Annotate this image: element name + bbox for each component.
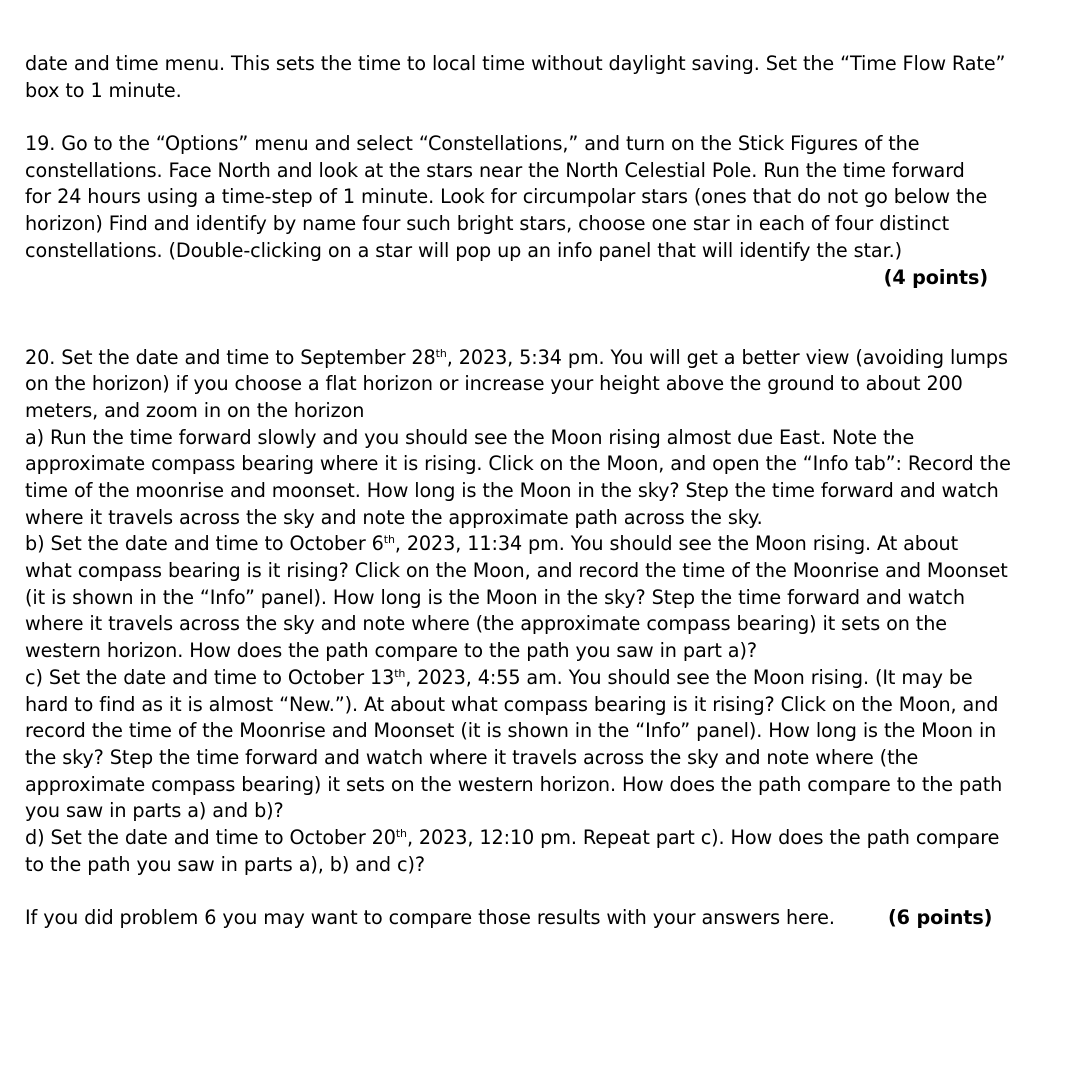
q20-line-2: on the horizon) if you choose a flat horizon or increase your height above the ground to about 200 [25,372,963,396]
q20-closing-line [25,905,1055,932]
document-page [25,51,1055,932]
q19-line: constellations. (Double-clicking on a star will pop up an info panel that will identify the star.) [25,238,902,262]
q20-part-c-start: c) Set the date and time to October 13 [25,665,395,689]
q20-part-d-end: , 2023, 12:10 pm. Repeat part c). How does the path compare [406,825,1000,849]
q20-line-1 [25,345,1055,372]
q20-part-c-line: approximate compass bearing) it sets on the western horizon. How does the path compare to the path [25,772,1003,796]
q19-line: horizon) Find and identify by name four such bright stars, choose one star in each of four distinct [25,212,950,236]
q20-part-d-line: to the path you saw in parts a), b) and c)? [25,852,425,876]
q20-points: (6 points) [888,906,993,930]
q20-line-1-end: , 2023, 5:34 pm. You will get a better view (avoiding lumps [446,345,1008,369]
q20-part-b-start: b) Set the date and time to October 6 [25,532,384,556]
q20-part-c-first-line [25,665,1055,692]
q20-part-d-start: d) Set the date and time to October 20 [25,825,396,849]
q20-part-c-line: hard to find as it is almost “New.”). At about what compass bearing is it rising? Click on the Moon, and [25,692,999,716]
q19-line: constellations. Face North and look at the stars near the North Celestial Pole. Run the time forward [25,158,965,182]
q20-part-b-line: (it is shown in the “Info” panel). How long is the Moon in the sky? Step the time forward and watch [25,585,965,609]
q20-part-a-line: where it travels across the sky and note the approximate path across the sky. [25,505,763,529]
q20-line-3: meters, and zoom in on the horizon [25,398,365,422]
q19-line: for 24 hours using a time-step of 1 minute. Look for circumpolar stars (ones that do not go below the [25,185,988,209]
intro-line-1: date and time menu. This sets the time to local time without daylight saving. Set the “Time Flow Rate” [25,52,1006,75]
q20-part-a-line: time of the moonrise and moonset. How long is the Moon in the sky? Step the time forward and watch [25,479,999,503]
q20-part-c-line: you saw in parts a) and b)? [25,799,284,823]
q20-part-b-first-line [25,531,1055,558]
question-20 [25,345,1055,932]
q20-closing-text: If you did problem 6 you may want to compare those results with your answers here. [25,906,835,930]
q20-part-d-first-line [25,825,1055,852]
q20-part-b-ordinal: th [383,533,395,547]
q20-part-c-line: record the time of the Moonrise and Moonset (it is shown in the “Info” panel). How long is the Moon in [25,719,997,743]
intro-line-2: box to 1 minute. [25,78,182,102]
q19-line: 19. Go to the “Options” menu and select “Constellations,” and turn on the Stick Figures of the [25,132,920,156]
q20-part-b-line: what compass bearing is it rising? Click on the Moon, and record the time of the Moonrise and Moonset [25,559,1008,583]
q20-part-c-line: the sky? Step the time forward and watch where it travels across the sky and note where (the [25,745,919,769]
question-19 [25,131,1055,291]
q20-part-b-end: , 2023, 11:34 pm. You should see the Moon rising. At about [394,532,958,556]
q20-part-b-line: western horizon. How does the path compare to the path you saw in part a)? [25,639,757,663]
q20-part-d-ordinal: th [395,826,407,840]
q20-part-c-ordinal: th [394,666,406,680]
q20-part-c-end: , 2023, 4:55 am. You should see the Moon rising. (It may be [405,665,973,689]
q20-part-a-line: approximate compass bearing where it is rising. Click on the Moon, and open the “Info tab”: Record the [25,452,1011,476]
q20-line-1-start: 20. Set the date and time to September 28 [25,345,436,369]
q20-part-b-line: where it travels across the sky and note where (the approximate compass bearing) it sets on the [25,612,947,636]
q20-line-1-ordinal: th [435,346,447,360]
q20-part-a-line: a) Run the time forward slowly and you should see the Moon rising almost due East. Note the [25,425,915,449]
q19-points: (4 points) [883,265,988,289]
